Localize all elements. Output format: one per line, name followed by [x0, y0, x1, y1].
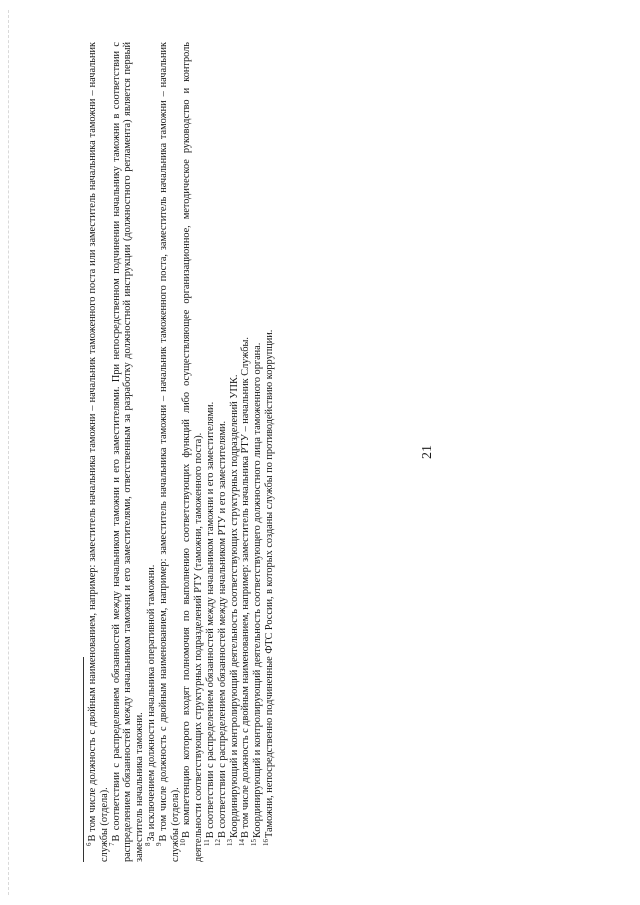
footnote-text: Координирующий и контролирующий деятельность соответствующего должностного лица таможенного органа.: [252, 342, 264, 838]
footnote-text: Координирующий и контролирующий деятельность соответствующих структурных подразделений УПК.: [228, 374, 240, 838]
footnote-mark: 11: [202, 839, 211, 846]
footnote-mark: 10: [178, 839, 187, 846]
footnote-text: За исключением должности начальника оперативной таможни.: [145, 564, 157, 842]
footnote-9: [155, 42, 182, 862]
footnote-text: В компетенцию которого входят полномочия по выполнению соответствующих функций либо осуществляющее организационное, методическое руководство и контроль деятельности соответствующих структурных подразделений РТУ (таможни, таможенного поста).: [181, 42, 205, 862]
footnote-mark: 15: [249, 839, 258, 846]
scan-edge-line: [8, 10, 9, 895]
footnote-mark: 9: [155, 842, 164, 846]
footnote-text: Таможни, непосредственно подчиненные ФТС России, в которых созданы службы по противодействию коррупции.: [263, 329, 275, 838]
footnote-separator: [83, 657, 84, 862]
footnote-mark: 6: [84, 842, 93, 846]
footnote-mark: 12: [214, 839, 223, 846]
footnote-text: В соответствии с распределением обязанностей между начальником РТУ и его заместителями.: [216, 420, 228, 838]
footnote-11: [202, 42, 217, 862]
footnote-14: [237, 42, 252, 862]
footnote-mark: 13: [226, 839, 235, 846]
page-number: 21: [420, 445, 435, 459]
footnote-6: [84, 42, 111, 862]
footnote-text: В соответствии с распределением обязанностей между начальником таможни и его заместителями.: [204, 401, 216, 839]
footnote-16: [261, 42, 276, 862]
footnote-mark: 7: [108, 842, 117, 846]
footnote-text: В том числе должность с двойным наименованием, например: заместитель начальника таможни – начальник таможенного поста, заместитель начальника таможни – начальник службы (отдела).: [157, 42, 181, 862]
footnote-text: В соответствии с распределением обязанностей между начальником таможни и его заместителями. При непосредственном подчинении начальнику таможни в соответствии с распределением обязанностей между начальником таможни и его заместителями, ответственным за разработку должностной инструкции (должностного регламента) является первый заместитель начальника таможни.: [110, 42, 146, 862]
footnote-mark: 8: [143, 842, 152, 846]
footnote-10: [178, 42, 205, 862]
footnote-13: [226, 42, 241, 862]
footnote-text: В том числе должность с двойным наименованием, например: заместитель начальника таможни – начальник таможенного поста или заместитель начальника таможни – начальник службы (отдела).: [87, 42, 110, 862]
footnotes-block: [83, 42, 276, 862]
footnote-mark: 16: [261, 839, 270, 846]
footnote-15: [249, 42, 264, 862]
footnote-mark: 14: [237, 839, 246, 846]
footnote-7: [108, 42, 146, 862]
footnote-text: В том числе должность с двойным наименованием, например: заместитель начальника РТУ – начальник Службы.: [240, 337, 252, 838]
footnote-12: [214, 42, 229, 862]
footnote-8: [143, 42, 158, 862]
